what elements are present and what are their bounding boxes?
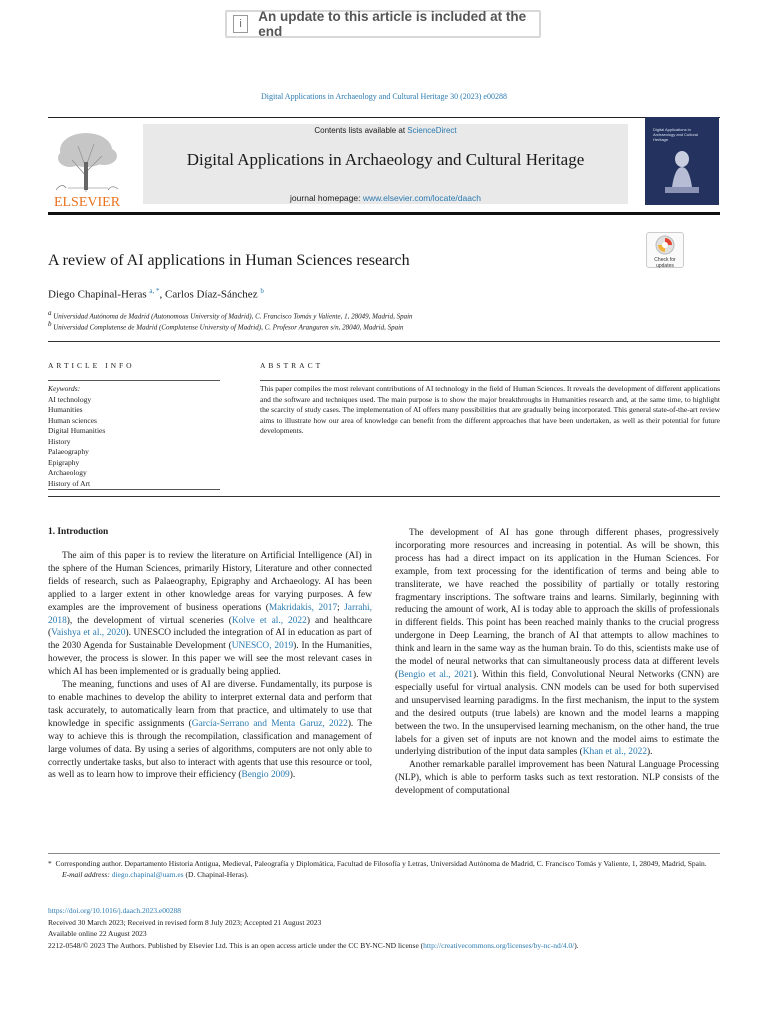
masthead-bottom-rule	[48, 212, 720, 215]
masthead-top-rule	[48, 117, 720, 118]
footnote-mark: *	[48, 859, 52, 868]
abstract-heading: ABSTRACT	[260, 361, 324, 370]
citation-link[interactable]: Kolve et al., 2022	[231, 615, 307, 626]
affiliation-marker: a	[48, 309, 52, 317]
keyword: History	[48, 436, 71, 446]
check-updates-line2: updates	[656, 263, 674, 269]
homepage-line	[143, 193, 628, 203]
cover-title: Digital Applications in Archaeology and Cultural Heritage	[653, 127, 698, 142]
update-banner[interactable]	[225, 10, 541, 38]
header-divider	[48, 341, 720, 342]
journal-reference-link[interactable]: Digital Applications in Archaeology and Cultural Heritage 30 (2023) e00288	[261, 92, 507, 101]
keyword: Human sciences	[48, 415, 97, 425]
available-online: Available online 22 August 2023	[48, 929, 147, 938]
author-affiliation-marker[interactable]: a, *	[149, 287, 160, 295]
abstract-divider	[48, 496, 720, 497]
citation-link[interactable]: Makridakis, 2017	[268, 602, 338, 613]
elsevier-logo[interactable]	[48, 124, 126, 208]
elsevier-tree-icon	[48, 124, 126, 208]
keyword: Digital Humanities	[48, 426, 106, 435]
footnote-rule	[48, 853, 720, 854]
author-name[interactable]: Diego Chapinal-Heras	[48, 288, 147, 301]
affiliation-a	[48, 309, 413, 320]
paragraph: The aim of this paper is to review the literature on Artificial Intelligence (AI) in the sphere of the Human Sciences, primarily History, Literature and other connected fields of research, such as Palaeography, Epigraphy and Archaeology. AI has been applied to a larger extent in other knowledge areas for varying purposes. A few examples are the improvement of business operations (Makridakis, 2017; Jarrahi, 2018), the development of virtual sceneries (Kolve et al., 2022) and healthcare (Vaishya et al., 2020). UNESCO included the integration of AI in education as part of the 2030 Agenda for Sustainable Development (UNESCO, 2019). In the Humanities, however, the process is slower. In this paper we will see the most relevant cases in which AI has been implemented or is gradually being applied.	[48, 551, 373, 678]
journal-title: Digital Applications in Archaeology and Cultural Heritage	[186, 150, 585, 169]
keyword: Archaeology	[48, 468, 87, 477]
author-list: Diego Chapinal-Heras $^{a, *}$, Carlos Díaz-Sánchez $^b$	[48, 287, 264, 301]
check-for-updates-button[interactable]	[646, 232, 684, 268]
contents-line	[143, 126, 628, 135]
paragraph: The development of AI has gone through different phases, progressively incorporating more resources and increasing in potential. As will be shown, this process has had a direct impact on its application in the Human Sciences. For example, from text processing for the identification of terms and being able to transliterate, we have reached the possibility of partially or totally restoring fragmentary inscriptions. The software trains and learns. Similarly, beginning with reducing the amount of work, AI is today able to approach the skills of professionals in different fields. This point has been reached mainly thanks to the crucial progress undergone in Deep Learning, the branch of AI that attempts to allow machines to think and learn in the same way as the human brain. To do this, scientists make use of the model of neural networks that can simultaneously process data at different levels (Bengio et al., 2021). Within this field, Convolutional Neural Networks (CNN) are especially useful for virtual analysis. CNN models can be used for both supervised and unsupervised learning paradigms. In the first mechanism, the input to the system and the desired outputs (true labels) are known and the model learns a mapping between the two. In the unsupervised learning mechanism, on the other hand, the true labels for a given set of inputs are not known and the model aims to estimate the underlying distribution of the input data samples (Khan et al., 2022).	[395, 528, 719, 758]
publication-info	[48, 905, 720, 951]
corresponding-author-footnote: * Corresponding author. Departamento Historia Antigua, Medieval, Paleografía y Diplomática, Facultad de Filosofía y Letras, Universidad Autónoma de Madrid, C. Francisco Tomás y Valiente, 1, 28049, Madrid, Spain. E-mail address: diego.chapinal@uam.es (D. Chapinal-Heras).	[48, 859, 707, 879]
affiliation-marker: b	[48, 320, 52, 328]
body-column-left	[48, 550, 372, 782]
affiliation-text: Universidad Complutense de Madrid (Complutense University of Madrid), C. Profesor Aranguren s/n, 28040, Madrid, Spain	[53, 323, 404, 332]
article-title: A review of AI applications in Human Sciences research	[48, 252, 410, 269]
author-affiliation-marker[interactable]: b	[260, 287, 264, 295]
keyword: History of Art	[48, 478, 91, 488]
citation-link[interactable]: Khan et al., 2022	[582, 747, 648, 758]
citation-link[interactable]: García-Serrano and Menta Garuz, 2022	[191, 718, 348, 729]
update-banner-text: An update to this article is included at the end	[258, 9, 527, 39]
check-updates-line1: Check for	[654, 257, 676, 263]
citation-link[interactable]: Jarrahi, 2018	[48, 602, 373, 626]
received-dates: Received 30 March 2023; Received in revised form 8 July 2023; Accepted 21 August 2023	[48, 917, 322, 927]
keyword: AI technology	[48, 394, 92, 404]
citation-link[interactable]: Bengio et al., 2021	[398, 669, 473, 680]
sciencedirect-link[interactable]: ScienceDirect	[407, 126, 457, 135]
journal-cover-image[interactable]	[645, 117, 719, 205]
citation-link[interactable]: Bengio 2009	[241, 770, 290, 781]
keyword: Humanities	[48, 405, 83, 414]
footnote-text: Corresponding author. Departamento Historia Antigua, Medieval, Paleografía y Diplomática, Facultad de Filosofía y Letras, Universidad Autónoma de Madrid, C. Francisco Tomás y Valiente, 1, 28049, Madrid, Spain.	[55, 859, 707, 868]
license-link[interactable]: http://creativecommons.org/licenses/by-nc-nd/4.0/	[423, 940, 575, 950]
affiliation-b	[48, 320, 404, 331]
elsevier-wordmark: ELSEVIER	[53, 195, 121, 208]
doi-link[interactable]: https://doi.org/10.1016/j.daach.2023.e00288	[48, 906, 181, 915]
article-info-rule	[48, 380, 220, 381]
keywords-list	[48, 384, 105, 489]
keyword: Epigraphy	[48, 457, 80, 467]
affiliation-text: Universidad Autónoma de Madrid (Autonomous University of Madrid), C. Francisco Tomás y Valiente, 1, 28049, Madrid, Spain	[53, 312, 413, 321]
paragraph: The meaning, functions and uses of AI are diverse. Fundamentally, its purpose is to enable machines to develop the ability to interpret external data and perform that task accurately, to automatically learn from that practice, and ultimately to use that knowledge in specific assignments (García-Serrano and Menta Garuz, 2022). The way to achieve this is through the recompilation, classification and management of large volumes of data. By using a series of algorithms, computers are not only able to correctly undertake tasks, but also to interact with agents that use this resource or tool, as well as to learn how to improve their efficiency (Bengio 2009).	[48, 680, 372, 781]
paragraph: Another remarkable parallel improvement has been Natural Language Processing (NLP), which is able to perform tasks such as text restoration. NLP consists of the development of computational	[395, 760, 719, 797]
citation-link[interactable]: UNESCO, 2019	[231, 641, 294, 652]
article-info-bottom-rule	[48, 489, 220, 490]
journal-homepage-link[interactable]: www.elsevier.com/locate/daach	[362, 193, 481, 203]
author-email-link[interactable]: diego.chapinal@uam.es	[111, 870, 184, 879]
body-column-right	[395, 527, 719, 798]
abstract-text: This paper compiles the most relevant contributions of AI technology in the field of Human Sciences. It reveals the development of different applications and the software and techniques used. The main purpose is to show the major breakthroughs in Humanities research and, at the same time, to highlight the scarcity of study cases. The implementation of AI offers many possibilities that are gradually being incorporated. This general state-of-the-art review aims to illustrate how our area of knowledge can benefit from the different approaches that have been undertaken, as well as their potential for future developments.	[260, 384, 720, 435]
author-name[interactable]: Carlos Díaz-Sánchez	[165, 288, 258, 301]
info-icon: i	[233, 15, 248, 33]
homepage-prefix: journal homepage:	[290, 193, 363, 203]
keywords-label: Keywords:	[48, 384, 81, 393]
copyright-line: 2212-0548/© 2023 The Authors. Published by Elsevier Ltd. This is an open access article under the CC BY-NC-ND license (http://creativecommons.org/licenses/by-nc-nd/4.0/).	[48, 940, 579, 950]
contents-prefix: Contents lists available at	[314, 126, 408, 135]
check-updates-icon	[655, 235, 675, 255]
abstract-rule	[260, 380, 720, 381]
keyword: Palaeography	[48, 447, 89, 456]
email-label: E-mail address:	[62, 870, 112, 879]
article-info-heading: ARTICLE INFO	[48, 361, 135, 370]
citation-link[interactable]: Vaishya et al., 2020	[51, 628, 126, 639]
introduction-heading: 1. Introduction	[48, 527, 109, 537]
